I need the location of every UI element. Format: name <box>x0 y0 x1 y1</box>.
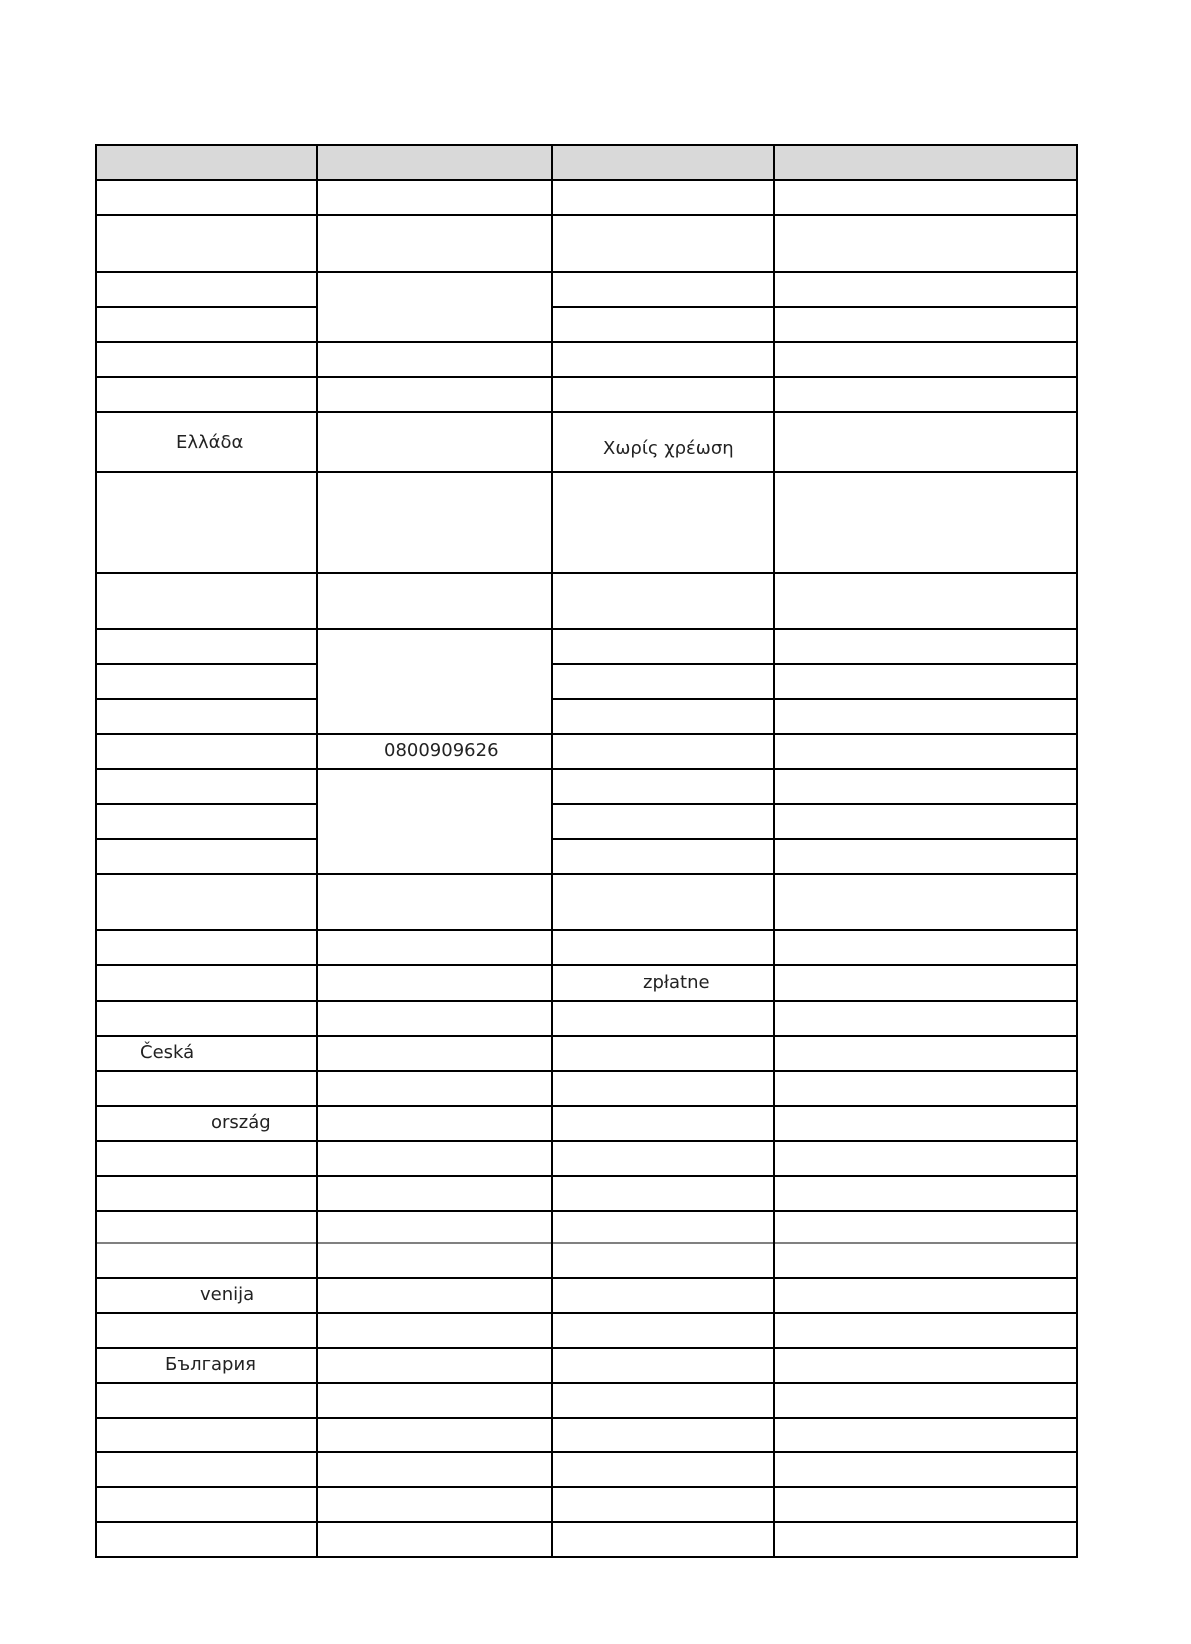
cell-greece: Ελλάδα <box>176 432 244 453</box>
cell-country-hu: ország <box>211 1112 271 1133</box>
cell-phone-number: 0800909626 <box>384 740 499 761</box>
table-lines <box>96 145 1077 1557</box>
cell-bulgaria: България <box>165 1354 257 1375</box>
cell-free-of-charge-el: Χωρίς χρέωση <box>603 438 734 459</box>
cell-slovenia: venija <box>200 1284 255 1305</box>
cell-czech: Česká <box>140 1042 195 1063</box>
cell-free-of-charge-pl: zpłatne <box>643 972 710 993</box>
header-row-fill <box>96 145 1077 180</box>
